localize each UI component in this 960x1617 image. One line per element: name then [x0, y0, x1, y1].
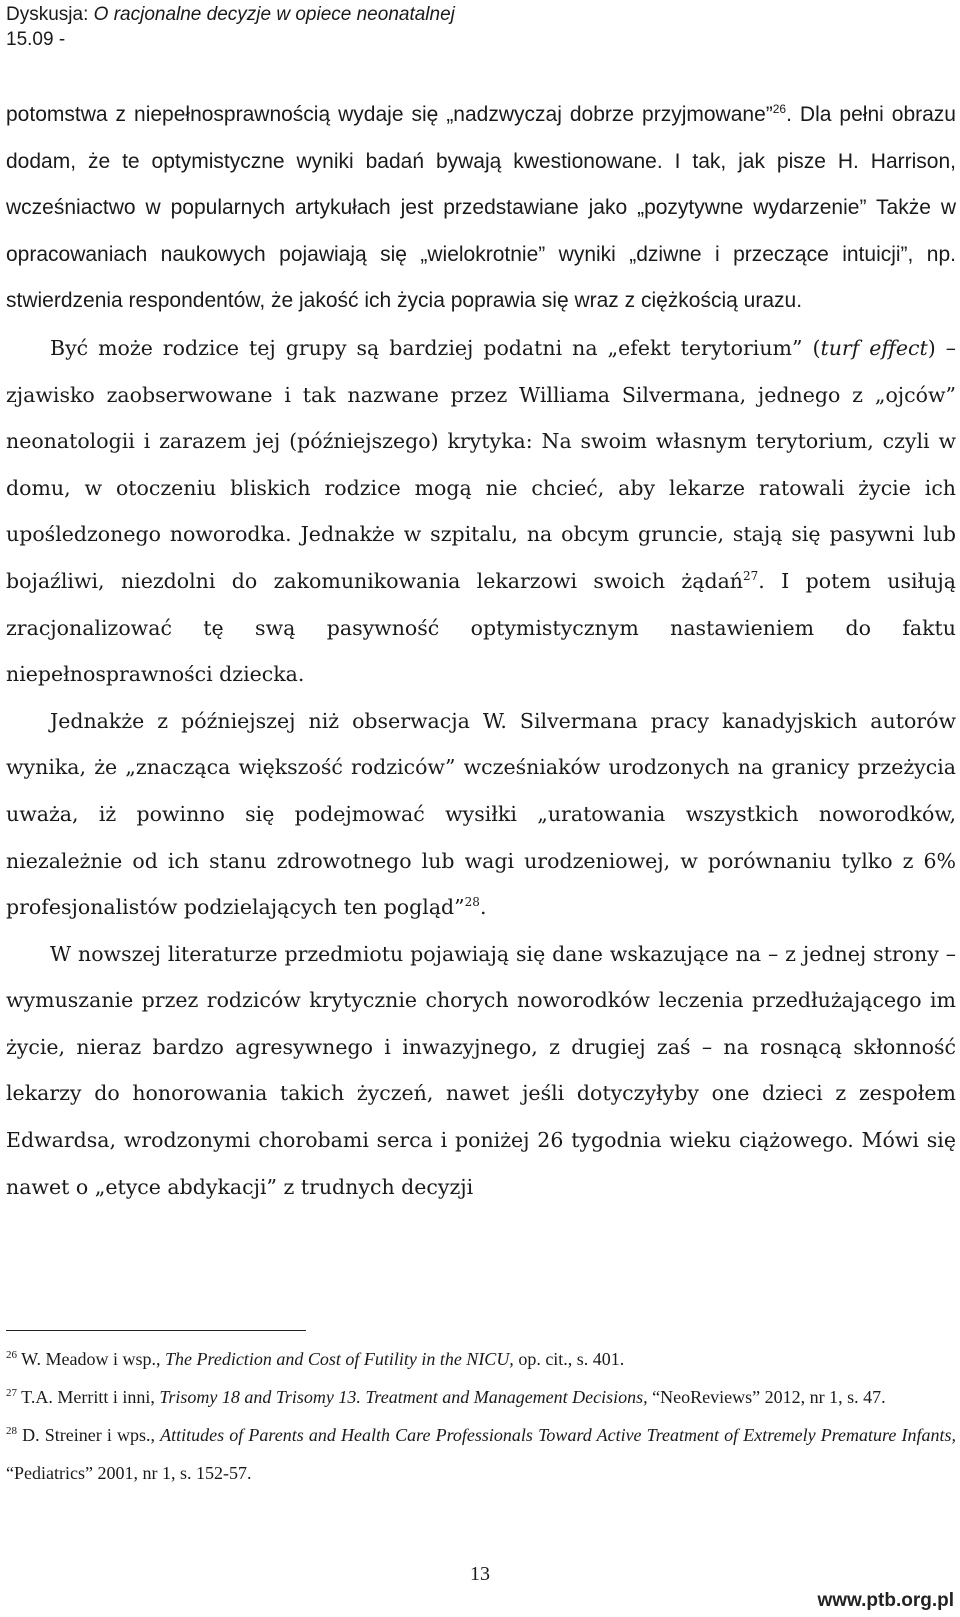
footnote-text: “NeoReviews” 2012, nr 1, s. 47.: [647, 1387, 886, 1407]
paragraph-2-text-c: . I potem usiłują zracjonalizować tę swą pasywność optymistycznym nastawieniem do faktu niepełnosprawności dziecka.: [6, 568, 956, 687]
paragraph-1-text-a: potomstwa z niepełnosprawnością wydaje się „nadzwyczaj dobrze przyjmowane”: [6, 103, 773, 126]
footnote-number: 28: [6, 1425, 17, 1437]
footnote-text: D. Streiner i wps.,: [17, 1425, 161, 1445]
paragraph-1-text-b: . Dla pełni obrazu dodam, że te optymistyczne wyniki badań bywają kwestionowane. I tak, jak pisze H. Harrison, wcześniactwo w popularnych artykułach jest przedstawiane jako „pozytywne wydarzenie” Także w opracowaniach naukowych pojawiają się „wielokrotnie” wyniki „dziwne i przeczące intuicji”, np. stwierdzenia respondentów, że jakość ich życia poprawia się wraz z ciężkością urazu.: [6, 103, 956, 313]
footer-url[interactable]: www.ptb.org.pl: [817, 1590, 954, 1611]
footnote-26: [6, 1340, 956, 1378]
footnote-ref-26[interactable]: 26: [772, 102, 787, 116]
paragraph-3-text-b: .: [479, 895, 487, 920]
header-title: O racjonalne decyzje w opiece neonatalnej: [93, 4, 455, 25]
footnote-text: “Pediatrics” 2001, nr 1, s. 152-57.: [6, 1463, 252, 1483]
footnote-text: op. cit., s. 401.: [513, 1349, 625, 1369]
page-number: 13: [470, 1563, 490, 1585]
footnote-text: T.A. Merritt i inni,: [17, 1387, 160, 1407]
paragraph-3-text-a: Jednakże z późniejszej niż obserwacja W. Silvermana pracy kanadyjskich autorów wynika, że „znacząca większość rodziców” wcześniaków urodzonych na granicy przeżycia uważa, iż powinno się podejmować wysiłki „uratowania wszystkich noworodków, niezależnie od ich stanu zdrowotnego lub wagi urodzeniowej, w porównaniu tylko z 6% profesjonalistów podzielających ten pogląd”: [6, 708, 956, 920]
paragraph-3: [6, 698, 956, 931]
paragraph-2: [6, 325, 956, 698]
header-title-line: [6, 2, 455, 27]
footnote-title: Trisomy 18 and Trisomy 13. Treatment and Management Decisions,: [159, 1387, 648, 1407]
footnote-28: [6, 1416, 956, 1492]
paragraph-2-text-a: Być może rodzice tej grupy są bardziej podatni na „efekt terytorium” (: [50, 335, 821, 360]
footnote-separator: [6, 1330, 306, 1331]
header-prefix: Dyskusja:: [6, 4, 94, 25]
main-text: [6, 92, 956, 1210]
footnote-title: The Prediction and Cost of Futility in the NICU,: [165, 1349, 514, 1369]
footnote-number: 27: [6, 1387, 17, 1399]
footnotes: [6, 1340, 956, 1492]
paragraph-2-italic: turf effect: [820, 335, 928, 360]
paragraph-2-text-b: ) – zjawisko zaobserwowane i tak nazwane przez Williama Silvermana, jednego z „ojców” neonatologii i zarazem jej (późniejszego) krytyka: Na swoim własnym terytorium, czyli w domu, w otoczeniu bliskich rodzice mogą nie chcieć, aby lekarze ratowali życie ich upośledzonego noworodka. Jednakże w szpitalu, na obcym gruncie, stają się pasywni lub bojaźliwi, niezdolni do zakomunikowania lekarzowi swoich żądań: [6, 335, 957, 593]
footnote-title: Attitudes of Parents and Health Care Professionals Toward Active Treatment of Extremely Premature Infants,: [160, 1425, 956, 1445]
header-date: 15.09 -: [6, 29, 66, 50]
footnote-ref-28[interactable]: 28: [464, 895, 480, 910]
footnote-text: W. Meadow i wsp.,: [17, 1349, 165, 1369]
paragraph-4: W nowszej literaturze przedmiotu pojawiają się dane wskazujące na – z jednej strony – wymuszanie przez rodziców krytycznie chorych noworodków leczenia przedłużającego im życie, nieraz bardzo agresywnego i inwazyjnego, z drugiej zaś – na rosnącą skłonność lekarzy do honorowania takich życzeń, nawet jeśli dotyczyłyby one dzieci z zespołem Edwardsa, wrodzonymi chorobami serca i poniżej 26 tygodnia wieku ciążowego. Mówi się nawet o „etyce abdykacji” z trudnych decyzji: [6, 941, 956, 1199]
paragraph-1: [6, 92, 956, 325]
footnote-27: [6, 1378, 956, 1416]
footnote-ref-27[interactable]: 27: [743, 568, 759, 583]
running-header: [6, 2, 455, 52]
footnote-number: 26: [6, 1349, 17, 1361]
